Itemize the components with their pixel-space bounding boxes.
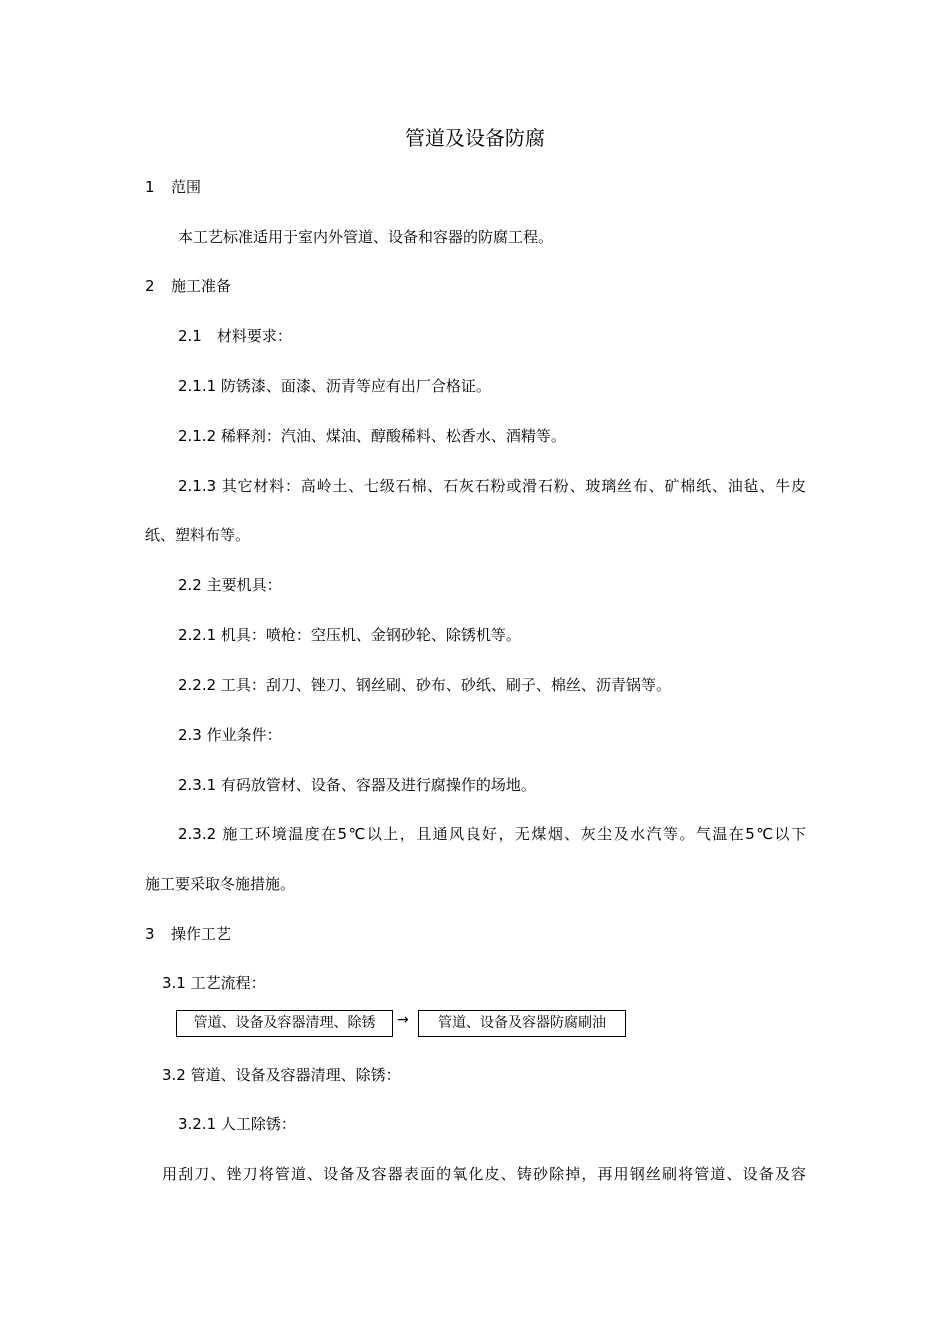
item-2-3-2-cont: 施工要采取冬施措施。 [145,875,296,893]
item-2-2-2: 2.2.2 工具：刮刀、锉刀、钢丝刷、砂布、砂纸、刷子、棉丝、沥青锅等。 [178,676,671,694]
item-3-2-1: 3.2.1 人工除锈： [178,1115,296,1133]
document-title: 管道及设备防腐 [405,126,545,150]
item-2-1-2: 2.1.2 稀释剂：汽油、煤油、醇酸稀料、松香水、酒精等。 [178,427,566,445]
flow-arrow-icon: → [397,1012,409,1028]
subsection-3-2: 3.2 管道、设备及容器清理、除锈： [162,1066,401,1084]
item-2-1-3: 2.1.3 其它材料：高岭土、七级石棉、石灰石粉或滑石粉、玻璃丝布、矿棉纸、油毡、牛皮 [178,477,806,495]
section-number: 3 [145,925,155,943]
flow-step-2: 管道、设备及容器防腐刷油 [418,1010,626,1037]
subsection-3-1: 3.1 工艺流程： [162,974,266,992]
item-2-3-2: 2.3.2 施工环境温度在5℃以上，且通风良好，无煤烟、灰尘及水汽等。气温在5℃以下 [178,825,806,843]
item-2-2-1: 2.2.1 机具：喷枪：空压机、金钢砂轮、除锈机等。 [178,626,521,644]
subsection-2-1: 2.1 材料要求： [178,327,292,345]
section-number: 2 [145,277,155,295]
section-title: 操作工艺 [171,925,232,943]
section-title: 范围 [171,178,202,196]
item-2-3-1: 2.3.1 有码放管材、设备、容器及进行腐操作的场地。 [178,776,536,794]
flow-step-1: 管道、设备及容器清理、除锈 [176,1010,393,1037]
section-title: 施工准备 [171,277,232,295]
section-number: 1 [145,178,155,196]
subsection-2-2: 2.2 主要机具： [178,576,282,594]
section-3-heading [145,924,231,944]
subsection-2-3: 2.3 作业条件： [178,726,282,744]
item-2-1-3-cont: 纸、塑料布等。 [145,526,251,544]
item-2-1-1: 2.1.1 防锈漆、面漆、沥青等应有出厂合格证。 [178,377,491,395]
section-2-heading [145,276,231,296]
section-1-heading [145,177,201,197]
paragraph: 用刮刀、锉刀将管道、设备及容器表面的氧化皮、铸砂除掉，再用钢丝刷将管道、设备及容 [162,1165,806,1183]
paragraph: 本工艺标准适用于室内外管道、设备和容器的防腐工程。 [178,228,554,246]
